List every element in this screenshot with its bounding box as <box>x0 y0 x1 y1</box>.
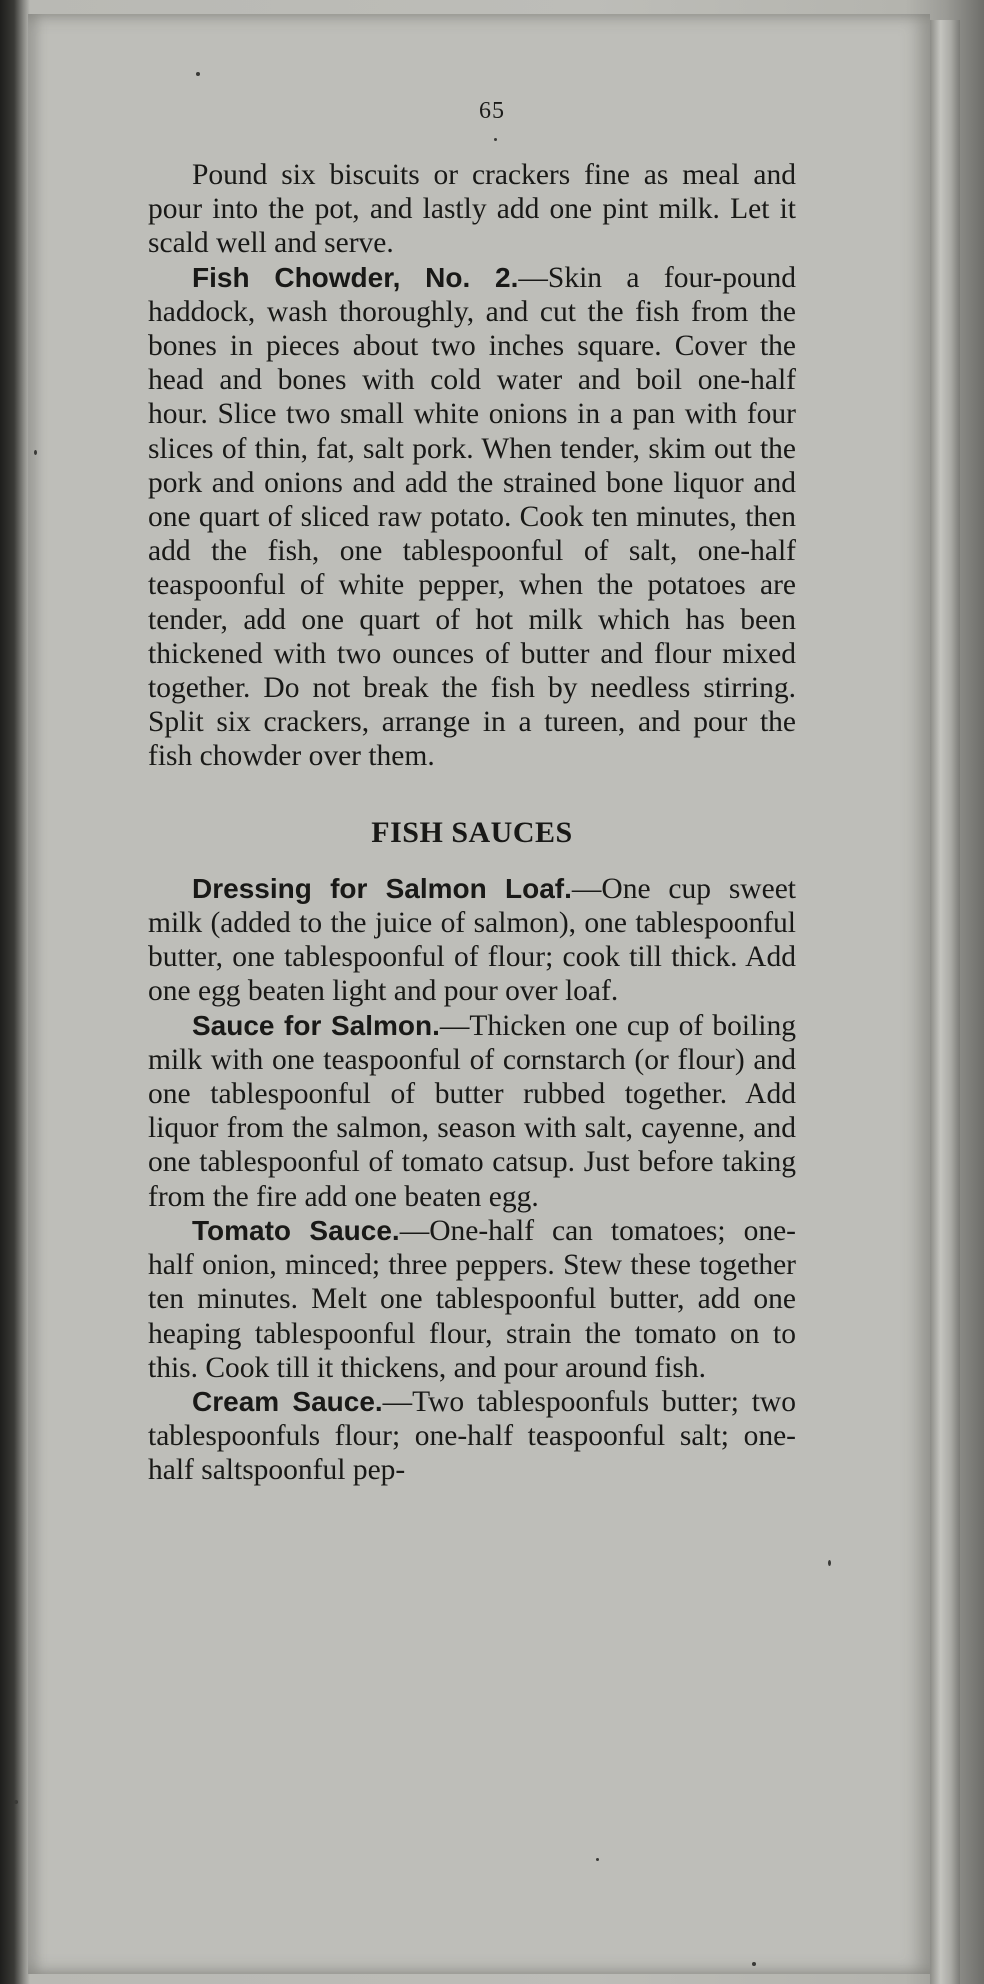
paragraph <box>148 158 796 261</box>
dust-speck <box>34 450 37 455</box>
recipe-heading: Dressing for Salmon Loaf. <box>192 872 572 904</box>
dust-speck <box>196 72 200 76</box>
paragraph-text: —Skin a four-pound haddock, wash thoroughly, and cut the fish from the bones in pieces about two inches square. Cover the head and bones with cold water and boil one-half hour. Slice two small white onions in a pan with four slices of thin, fat, salt pork. When tender, skim out the pork and onions and add the strained bone liquor and one quart of sliced raw potato. Cook ten minutes, then add the fish, one tablespoonful of salt, one-half teaspoonful of white pepper, when the potatoes are tender, add one quart of hot milk which has been thickened with two ounces of butter and flour mixed together. Do not break the fish by needless stirring. Split six crackers, arrange in a tureen, and pour the fish chowder over them. <box>148 261 797 773</box>
dust-speck <box>494 138 497 141</box>
dust-speck <box>828 1560 831 1566</box>
dust-speck <box>596 1858 599 1861</box>
book-edge <box>930 20 960 1984</box>
paragraph-text: Pound six biscuits or crackers fine as meal and pour into the pot, and lastly add one pint milk. Let it scald well and serve. <box>148 159 796 260</box>
recipe-heading: Fish Chowder, No. 2. <box>192 261 519 293</box>
recipe-heading: Tomato Sauce. <box>192 1214 400 1246</box>
dust-speck <box>752 1962 756 1966</box>
paragraph-text: —One-half can tomatoes; one-half onion, minced; three peppers. Stew these together ten minutes. Melt one tablespoonful butter, add one heaping tablespoonful flour, strain the tomato on to this. Cook till it thickens, and pour around fish. <box>148 1214 796 1384</box>
page-number: 65 <box>479 98 505 124</box>
paragraph <box>148 872 796 1009</box>
recipe-heading: Sauce for Salmon. <box>192 1009 440 1041</box>
dust-speck <box>14 1800 18 1804</box>
paragraph <box>148 1385 796 1488</box>
paragraph <box>148 1214 796 1385</box>
paragraph-text: —Two tablespoonfuls butter; two tablespoonfuls flour; one-half teaspoonful salt; one-half saltspoonful pep- <box>148 1385 796 1487</box>
paragraph-text: —Thicken one cup of boiling milk with one teaspoonful of cornstarch (or flour) and one tablespoonful of butter rubbed together. Add liquor from the salmon, season with salt, cayenne, and one tablespoonful of tomato catsup. Just before taking from the fire add one beaten egg. <box>148 1009 796 1213</box>
section-title: FISH SAUCES <box>371 815 573 849</box>
page-body <box>148 158 796 1488</box>
paragraph-text: —One cup sweet milk (added to the juice of salmon), one tablespoonful butter, one tablespoonful of flour; cook till thick. Add one egg beaten light and pour over loaf. <box>148 872 796 1008</box>
paragraph <box>148 261 796 774</box>
recipe-heading: Cream Sauce. <box>192 1385 383 1417</box>
paragraph <box>148 1009 796 1214</box>
